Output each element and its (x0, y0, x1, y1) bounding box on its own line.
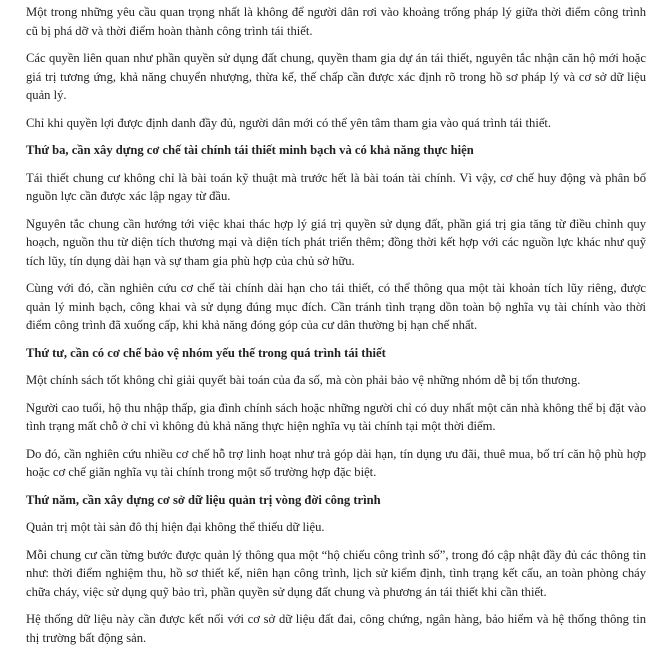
paragraph: Do đó, cần nghiên cứu nhiều cơ chế hỗ trợ linh hoạt như trả góp dài hạn, tín dụng ưu đãi, thuê mua, bố trí căn hộ phù hợp hoặc cơ chế giãn nghĩa vụ tài chính trong một số trường hợp đặc biệt. (26, 446, 646, 479)
paragraph: Nguyên tắc chung cần hướng tới việc khai thác hợp lý giá trị quyền sử dụng đất, phần giá trị gia tăng từ điều chỉnh quy hoạch, nguồn thu từ diện tích thương mại và diện tích phát triển thêm; đồng thời kết hợp với các nguồn lực khác như quỹ tích lũy, tín dụng dài hạn và sự tham gia phù hợp của chủ sở hữu. (26, 216, 646, 268)
paragraph: Tái thiết chung cư không chỉ là bài toán kỹ thuật mà trước hết là bài toán tài chính. Vì vậy, cơ chế huy động và phân bổ nguồn lực cần được xác lập ngay từ đầu. (26, 170, 646, 203)
article-body (26, 3, 646, 647)
section-heading: Thứ tư, cần có cơ chế bảo vệ nhóm yếu thế trong quá trình tái thiết (26, 345, 386, 360)
section-heading: Thứ ba, cần xây dựng cơ chế tài chính tái thiết minh bạch và có khả năng thực hiện (26, 143, 474, 157)
paragraph: Chỉ khi quyền lợi được định danh đầy đủ, người dân mới có thể yên tâm tham gia vào quá trình tái thiết. (26, 115, 552, 130)
paragraph: Quản trị một tài sản đô thị hiện đại không thể thiếu dữ liệu. (26, 520, 325, 534)
paragraph: Mỗi chung cư cần từng bước được quản lý thông qua một “hộ chiếu công trình số”, trong đó cập nhật đầy đủ các thông tin như: thời điểm nghiệm thu, hồ sơ thiết kế, niên hạn công trình, lịch sử kiểm định, tình trạng kết cấu, an toàn phòng cháy chữa cháy, việc sử dụng quỹ bảo trì, phần quyền sử dụng đất chung và phương án tái thiết khi cần thiết. (26, 547, 646, 599)
paragraph: Người cao tuổi, hộ thu nhập thấp, gia đình chính sách hoặc những người chỉ có duy nhất một căn nhà không thể bị đặt vào tình trạng mất chỗ ở chỉ vì không đủ khả năng thực hiện nghĩa vụ tài chính tại một thời điểm. (26, 400, 646, 433)
paragraph: Một trong những yêu cầu quan trọng nhất là không để người dân rơi vào khoảng trống pháp lý giữa thời điểm công trình cũ bị phá dỡ và thời điểm hoàn thành công trình tái thiết. (26, 5, 646, 38)
section-heading: Thứ năm, cần xây dựng cơ sở dữ liệu quản trị vòng đời công trình (26, 492, 381, 507)
paragraph: Một chính sách tốt không chỉ giải quyết bài toán của đa số, mà còn phải bảo vệ những nhóm dễ bị tổn thương. (26, 373, 581, 387)
paragraph: Cùng với đó, cần nghiên cứu cơ chế tài chính dài hạn cho tái thiết, có thể thông qua một tài khoản tích lũy riêng, được quản lý minh bạch, công khai và sử dụng đúng mục đích. Cần tránh tình trạng dồn toàn bộ nghĩa vụ tài chính vào thời điểm công trình đã xuống cấp, khi khả năng đóng góp của cư dân thường bị hạn chế nhất. (26, 281, 646, 332)
paragraph: Các quyền liên quan như phần quyền sử dụng đất chung, quyền tham gia dự án tái thiết, nguyên tắc nhận căn hộ mới hoặc giá trị tương ứng, khả năng chuyển nhượng, thừa kế, thế chấp cần được xác định rõ trong hồ sơ pháp lý và cơ sở dữ liệu quản lý. (26, 51, 646, 102)
paragraph: Hệ thống dữ liệu này cần được kết nối với cơ sở dữ liệu đất đai, công chứng, ngân hàng, bảo hiểm và hệ thống thông tin thị trường bất động sản. (26, 612, 646, 645)
